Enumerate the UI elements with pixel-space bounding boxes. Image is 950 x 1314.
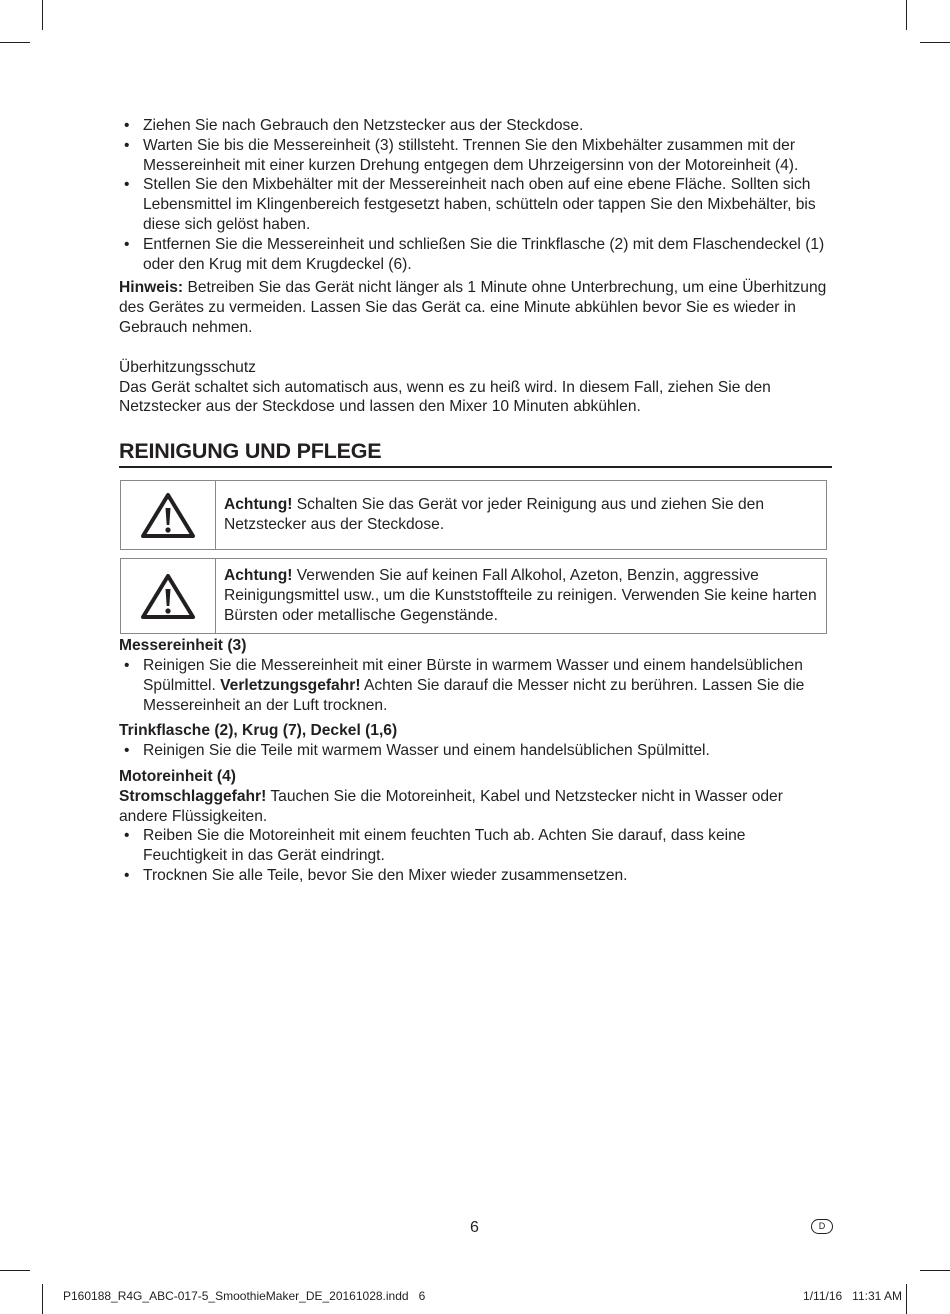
print-slug-file: P160188_R4G_ABC-017-5_SmoothieMaker_DE_20161028.indd 6 (63, 1289, 426, 1303)
warning-text (216, 481, 826, 549)
language-badge: D (811, 1219, 833, 1234)
warning-triangle-icon (121, 481, 216, 549)
hinweis-paragraph (119, 278, 832, 337)
section-title: REINIGUNG UND PFLEGE (119, 437, 832, 468)
crop-mark (920, 42, 950, 43)
crop-mark (920, 1270, 950, 1271)
overheat-heading: Überhitzungsschutz (119, 358, 256, 376)
list-item (119, 656, 832, 715)
crop-mark (0, 1270, 30, 1271)
list-item: • Stellen Sie den Mixbehälter mit der Messereinheit nach oben auf eine ebene Fläche. Sollten sich Lebensmittel im Klingenbereich festgesetzt haben, schütteln oder tappen Sie den Mixbehälter, bis diese sich gelöst haben. (119, 175, 832, 234)
warning-body: Tauchen Sie die Motoreinheit, Kabel und Netzstecker nicht in Wasser oder andere Flüssigkeiten. (119, 787, 783, 825)
crop-mark (906, 0, 907, 30)
warning-box (120, 558, 827, 634)
danger-label: Stromschlaggefahr! (119, 787, 267, 805)
messereinheit-heading: Messereinheit (3) (119, 637, 247, 655)
motoreinheit-warning (119, 787, 832, 827)
page-content (119, 116, 832, 886)
warning-body: Schalten Sie das Gerät vor jeder Reinigung aus und ziehen Sie den Netzstecker aus der Steckdose. (224, 496, 765, 533)
list-item: • Reiben Sie die Motoreinheit mit einem feuchten Tuch ab. Achten Sie darauf, dass keine Feuchtigkeit in das Gerät eindringt. (119, 826, 832, 866)
trinkflasche-list (119, 741, 832, 761)
warning-text (216, 559, 826, 633)
intro-bullet-list (119, 116, 832, 274)
overheat-text: Das Gerät schaltet sich automatisch aus, wenn es zu heiß wird. In diesem Fall, ziehen Sie den Netzstecker aus der Steckdose und lassen den Mixer 10 Minuten abkühlen. (119, 378, 771, 416)
warning-label: Achtung! (224, 496, 293, 514)
list-item-text: Reinigen Sie die Messereinheit mit einer Bürste in warmem Wasser und einem handelsüblichen Spülmittel. (143, 656, 803, 694)
list-item-text: Achten Sie darauf die Messer nicht zu berühren. Lassen Sie die Messereinheit an der Luft trocknen. (143, 676, 805, 714)
trinkflasche-heading: Trinkflasche (2), Krug (7), Deckel (1,6) (119, 722, 398, 740)
hinweis-text: Betreiben Sie das Gerät nicht länger als 1 Minute ohne Unterbrechung, um eine Überhitzung des Gerätes zu vermeiden. Lassen Sie das Gerät ca. eine Minute abkühlen bevor Sie es wieder in Gebrauch nehmen. (119, 279, 827, 336)
list-item: • Entfernen Sie die Messereinheit und schließen Sie die Trinkflasche (2) mit dem Flaschendeckel (1) oder den Krug mit dem Krugdeckel (6). (119, 235, 832, 275)
list-item: • Warten Sie bis die Messereinheit (3) stillsteht. Trennen Sie den Mixbehälter zusammen mit der Messereinheit mit einer kurzen Drehung entgegen dem Uhrzeigersinn von der Motoreinheit (4). (119, 136, 832, 176)
print-slug-date: 1/11/16 11:31 AM (803, 1289, 902, 1303)
hinweis-label: Hinweis: (119, 279, 184, 297)
final-list (119, 866, 832, 886)
page-number: 6 (470, 1219, 479, 1236)
warning-body: Verwenden Sie auf keinen Fall Alkohol, Azeton, Benzin, aggressive Reinigungsmittel usw., um die Kunststoffteile zu reinigen. Verwenden Sie keine harten Bürsten oder metallische Gegenstände. (224, 567, 817, 624)
list-item: • Reinigen Sie die Teile mit warmem Wasser und einem handelsüblichen Spülmittel. (119, 741, 832, 761)
warning-label: Achtung! (224, 567, 293, 585)
list-item: • Trocknen Sie alle Teile, bevor Sie den Mixer wieder zusammensetzen. (119, 866, 832, 886)
crop-mark (906, 1284, 907, 1314)
warning-box (120, 480, 827, 550)
warning-triangle-icon (121, 559, 216, 633)
crop-mark (42, 0, 43, 30)
list-item: • Ziehen Sie nach Gebrauch den Netzstecker aus der Steckdose. (119, 116, 832, 136)
crop-mark (0, 42, 30, 43)
motoreinheit-list (119, 826, 832, 866)
danger-label: Verletzungsgefahr! (220, 676, 361, 694)
motoreinheit-heading: Motoreinheit (4) (119, 767, 236, 785)
crop-mark (42, 1284, 43, 1314)
messereinheit-list (119, 656, 832, 715)
